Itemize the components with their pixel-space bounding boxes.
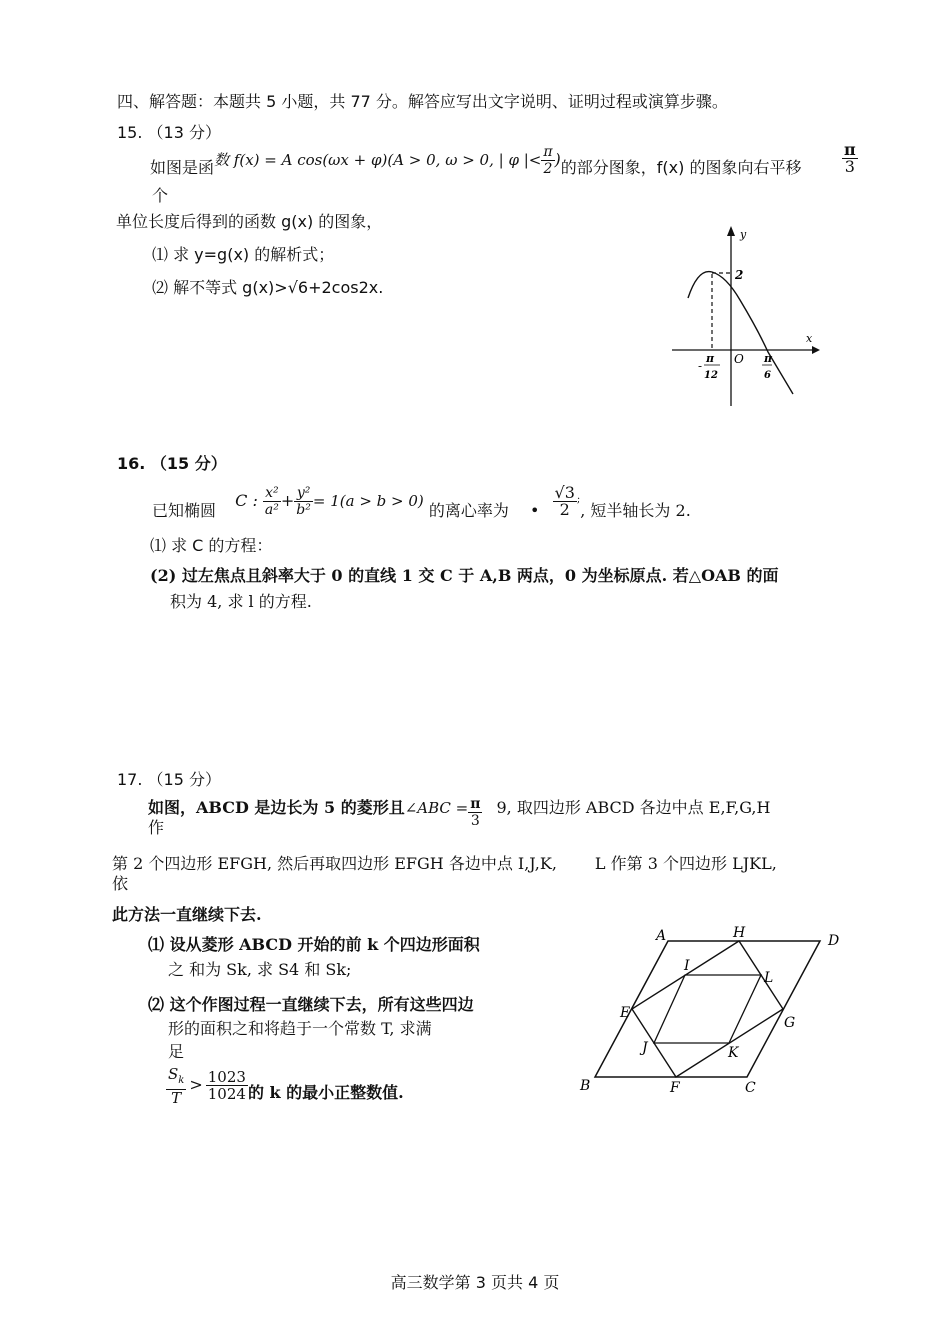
right-tick-denominator: 6: [764, 370, 771, 381]
q15-sub1: ⑴ 求 y=g(x) 的解析式；: [152, 245, 335, 264]
q17-sub2-c: 足: [168, 1042, 185, 1061]
q15-line2: 单位长度后得到的函数 g(x) 的图象，: [116, 212, 383, 231]
label-j: J: [642, 1040, 648, 1056]
label-l: L: [764, 970, 774, 986]
q17-line2: 第 2 个四边形 EFGH, 然后再取四边形 EFGH 各边中点 I,J,K, L 作第 3 个四边形 LJKL,: [112, 854, 777, 873]
q16-number: 16. （15 分）: [117, 454, 227, 473]
origin-label: O: [734, 352, 744, 366]
q16-sub1: ⑴ 求 C 的方程：: [150, 536, 273, 555]
q15-cosine-graph: [668, 222, 828, 412]
q17-sub1-b: 之 和为 Sk, 求 S4 和 Sk;: [168, 960, 352, 979]
q15-number: 15. （13 分）: [117, 123, 221, 142]
label-b: B: [580, 1078, 591, 1094]
q15-sub2: ⑵ 解不等式 g(x)>√6+2cos2x.: [152, 278, 384, 297]
label-i: I: [684, 958, 690, 974]
q17-rhombus-figure: [572, 920, 852, 1100]
y-axis-label: y: [740, 228, 747, 241]
left-tick-sign: -: [698, 359, 703, 373]
page-footer: 高三数学第 3 页共 4 页: [390, 1273, 560, 1292]
section-heading: 四、解答题：本题共 5 小题，共 77 分。解答应写出文字说明、证明过程或演算步骤。: [117, 92, 728, 111]
q15-phi-bound: $\frac{\pi}{2}$: [543, 144, 553, 177]
y-axis-arrow: [727, 226, 735, 236]
q17-ratio-condition: $\frac{S_k}{T}$ > $\frac{1023}{1024}$ 的 k 的最小正整数值.: [168, 1064, 404, 1107]
q17-line1: 如图，ABCD 是边长为 5 的菱形且∠ABC = $\frac{\pi}{3}$ 9, 取四边形 ABCD 各边中点 E,F,G,H: [148, 796, 771, 829]
label-k: K: [728, 1045, 739, 1061]
q17-zuo: 作: [148, 818, 165, 837]
left-tick-numerator: π: [706, 352, 715, 365]
x-axis-label: x: [806, 332, 813, 345]
q15-intro: 如图是函数 f(x) = A cos(ωx + φ)(A > 0, ω > 0, | φ |< $\frac{\pi}{2}$ )的部分图象，f(x) 的图象向右平移: [150, 144, 802, 177]
q17-sub2-a: ⑵ 这个作图过程一直继续下去，所有这些四边: [148, 995, 474, 1014]
q16-sub2-line2: 积为 4, 求 l 的方程.: [170, 592, 312, 611]
q16-sub2-line1: (2) 过左焦点且斜率大于 0 的直线 1 交 C 于 A,B 两点，0 为坐标原点. 若△OAB 的面: [150, 566, 779, 585]
q16-eccentricity-fraction: $\frac{√3}{2}$: [554, 483, 575, 519]
peak-value-label: 2: [735, 268, 744, 282]
q17-yi: 依: [112, 874, 129, 893]
x-axis-arrow: [812, 346, 820, 354]
label-g: G: [784, 1015, 796, 1031]
q17-sub2-b: 形的面积之和将趋于一个常数 T, 求满: [168, 1019, 432, 1038]
q16-intro: 已知椭圆 C : $\frac{\text{x²}}{\text{a²}}$ + $\frac{\text{y²}}{\text{b²}}$ = 1(a > b > 0) 的离心率为 • $\frac{√3}{2}$ ;, 短半轴长为 2.: [152, 483, 691, 520]
q17-line3: 此方法一直继续下去.: [112, 905, 262, 924]
q17-sub1-a: ⑴ 设从菱形 ABCD 开始的前 k 个四边形面积: [148, 935, 480, 954]
q15-unit: 个: [152, 186, 169, 205]
left-tick-denominator: 12: [704, 370, 718, 381]
q15-shift-fraction: $\frac{\pi}{3}$: [844, 140, 856, 176]
label-h: H: [733, 925, 746, 941]
label-d: D: [828, 933, 840, 949]
label-f: F: [670, 1080, 680, 1096]
q17-number: 17. （15 分）: [117, 770, 221, 789]
label-c: C: [745, 1080, 756, 1096]
label-e: E: [620, 1005, 631, 1021]
quadrilateral-efgh: [632, 941, 783, 1077]
right-tick-numerator: π: [764, 352, 773, 365]
q15-function-formula: 数 f(x) = A cos(ωx + φ)(A > 0, ω > 0, | φ |<: [214, 151, 542, 169]
label-a: A: [656, 928, 667, 944]
